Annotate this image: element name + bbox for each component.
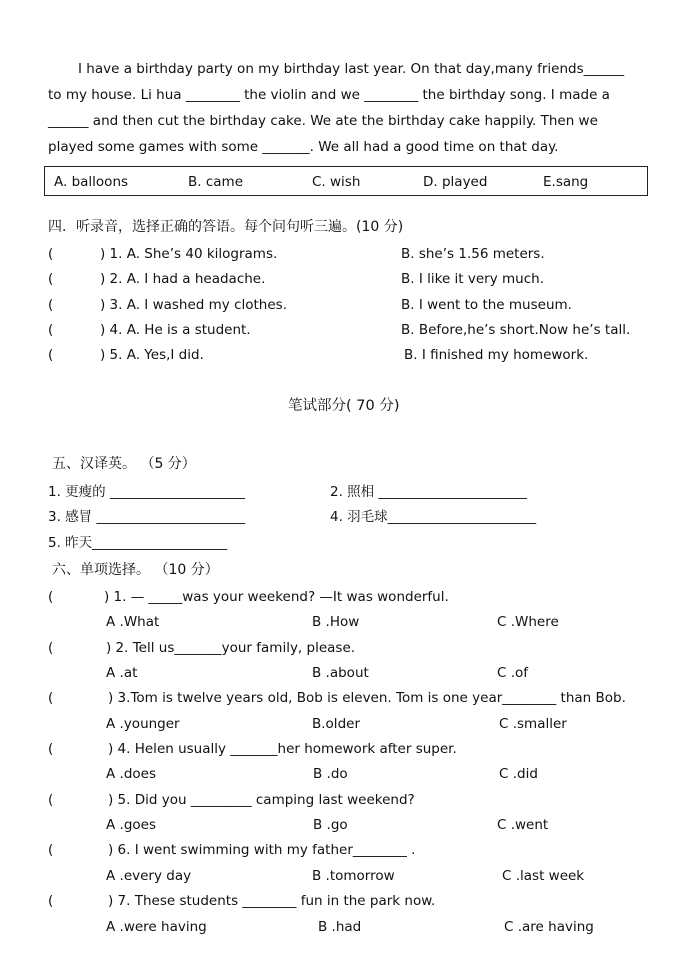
question-stem: ) 4. Helen usually _______her homework after super. (108, 741, 457, 757)
answer-bracket[interactable]: ( (48, 347, 54, 363)
passage-line: ______ and then cut the birthday cake. We ate the birthday cake happily. Then we (48, 113, 598, 129)
word-box (44, 166, 648, 196)
section-header-choice: 六、单项选择。 （10 分） (52, 562, 219, 578)
word-option: D. played (423, 174, 488, 190)
answer-bracket[interactable]: ( (48, 297, 54, 313)
translate-item[interactable]: 2. 照相 ______________________ (330, 484, 527, 500)
answer-bracket[interactable]: ( (48, 792, 54, 808)
question-stem: ) 3.Tom is twelve years old, Bob is eleven. Tom is one year________ than Bob. (108, 690, 626, 706)
question-stem: ) 2. Tell us_______your family, please. (106, 640, 356, 656)
question-stem: ) 1. — _____was your weekend? —It was wonderful. (104, 589, 449, 605)
translate-item[interactable]: 3. 感冒 ______________________ (48, 509, 245, 525)
question-stem: ) 7. These students ________ fun in the park now. (108, 893, 436, 909)
choice-option-b[interactable]: B .do (313, 766, 348, 782)
written-part-title: 笔试部分( 70 分) (288, 398, 400, 414)
choice-option-c[interactable]: C .went (497, 817, 549, 833)
choice-option-a[interactable]: A .at (106, 665, 138, 681)
choice-option-c[interactable]: C .are having (504, 919, 594, 935)
answer-bracket[interactable]: ( (48, 741, 54, 757)
word-option: E.sang (543, 174, 589, 190)
section-header-listening: 四．听录音，选择正确的答语。每个问句听三遍。(10 分) (48, 219, 404, 235)
word-option: C. wish (312, 174, 361, 190)
choice-option-b[interactable]: B .tomorrow (312, 868, 395, 884)
answer-bracket[interactable]: ( (48, 893, 54, 909)
listening-option-b: B. I finished my homework. (404, 347, 589, 363)
passage-line: to my house. Li hua ________ the violin and we ________ the birthday song. I made a (48, 87, 610, 103)
listening-option-a: ) 2. A. I had a headache. (100, 271, 266, 287)
listening-option-b: B. I like it very much. (401, 271, 544, 287)
listening-option-a: ) 3. A. I washed my clothes. (100, 297, 287, 313)
listening-option-b: B. Before,he’s short.Now he’s tall. (401, 322, 631, 338)
choice-option-b[interactable]: B .go (313, 817, 348, 833)
question-stem: ) 6. I went swimming with my father________ . (108, 842, 416, 858)
listening-option-b: B. she’s 1.56 meters. (401, 246, 545, 262)
answer-bracket[interactable]: ( (48, 589, 54, 605)
translate-item[interactable]: 4. 羽毛球______________________ (330, 509, 537, 525)
passage-line: played some games with some _______. We all had a good time on that day. (48, 139, 559, 155)
section-header-translate: 五、汉译英。 （5 分） (52, 456, 196, 472)
translate-item[interactable]: 1. 更瘦的 ____________________ (48, 484, 245, 500)
choice-option-c[interactable]: C .smaller (499, 716, 567, 732)
choice-option-b[interactable]: B .had (318, 919, 362, 935)
listening-option-a: ) 4. A. He is a student. (100, 322, 251, 338)
choice-option-a[interactable]: A .does (106, 766, 156, 782)
word-option: B. came (188, 174, 243, 190)
listening-option-a: ) 1. A. She’s 40 kilograms. (100, 246, 278, 262)
listening-option-a: ) 5. A. Yes,I did. (100, 347, 204, 363)
choice-option-a[interactable]: A .goes (106, 817, 156, 833)
choice-option-a[interactable]: A .younger (106, 716, 180, 732)
answer-bracket[interactable]: ( (48, 322, 54, 338)
choice-option-c[interactable]: C .of (497, 665, 529, 681)
translate-item[interactable]: 5. 昨天____________________ (48, 535, 228, 551)
answer-bracket[interactable]: ( (48, 640, 54, 656)
listening-option-b: B. I went to the museum. (401, 297, 572, 313)
choice-option-b[interactable]: B .about (312, 665, 369, 681)
answer-bracket[interactable]: ( (48, 246, 54, 262)
choice-option-c[interactable]: C .Where (497, 614, 559, 630)
answer-bracket[interactable]: ( (48, 271, 54, 287)
choice-option-a[interactable]: A .every day (106, 868, 192, 884)
answer-bracket[interactable]: ( (48, 690, 54, 706)
word-option: A. balloons (54, 174, 129, 190)
choice-option-c[interactable]: C .last week (502, 868, 585, 884)
choice-option-b[interactable]: B.older (312, 716, 360, 732)
passage-line: I have a birthday party on my birthday last year. On that day,many friends______ (78, 61, 625, 77)
choice-option-a[interactable]: A .were having (106, 919, 207, 935)
question-stem: ) 5. Did you _________ camping last weekend? (108, 792, 415, 808)
choice-option-a[interactable]: A .What (106, 614, 160, 630)
answer-bracket[interactable]: ( (48, 842, 54, 858)
choice-option-b[interactable]: B .How (312, 614, 360, 630)
choice-option-c[interactable]: C .did (499, 766, 538, 782)
